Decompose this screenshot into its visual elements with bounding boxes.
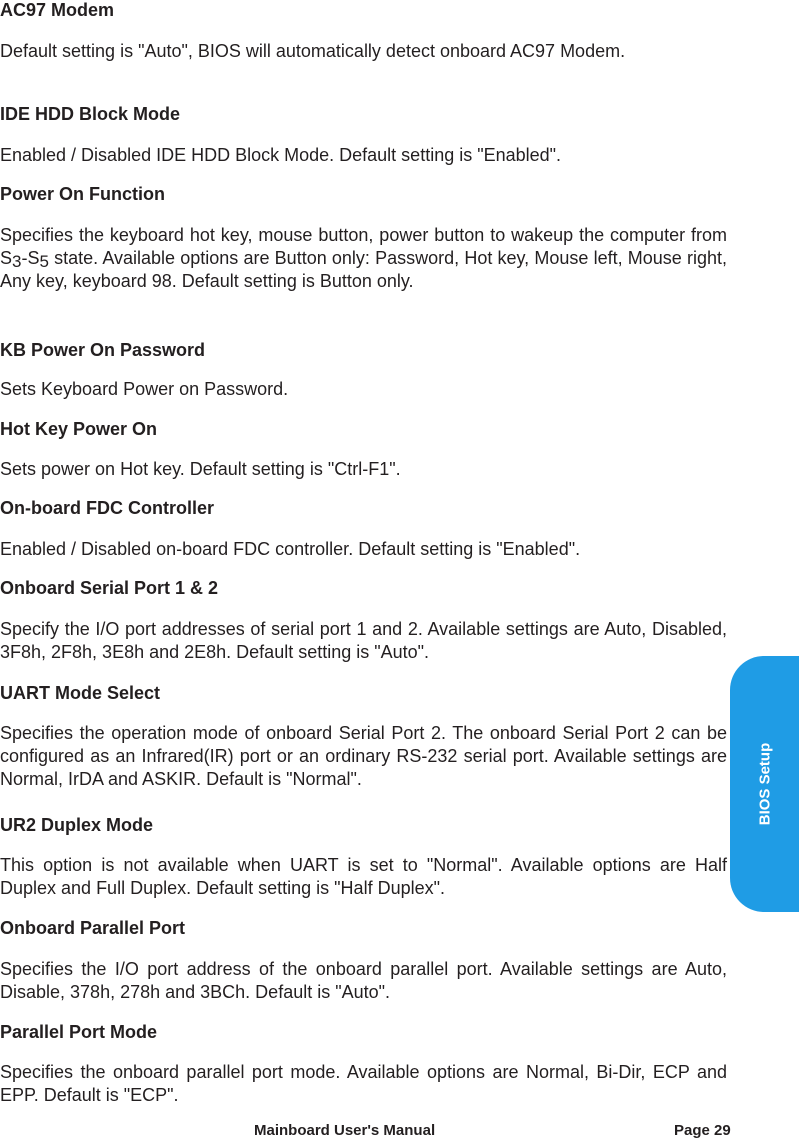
para-onboard-serial-port: Specify the I/O port addresses of serial port 1 and 2. Available settings are Auto, Disabled, 3F8h, 2F8h, 3E8h and 2E8h. Default setting is "Auto".: [0, 619, 727, 662]
section-side-tab: [730, 656, 799, 912]
para-ide-hdd-block-mode: Enabled / Disabled IDE HDD Block Mode. Default setting is "Enabled".: [0, 145, 562, 165]
para-onboard-fdc-controller: Enabled / Disabled on-board FDC controller. Default setting is "Enabled".: [0, 539, 581, 559]
heading-power-on-function: Power On Function: [0, 184, 165, 204]
heading-ac97-modem: AC97 Modem: [0, 0, 115, 20]
heading-ide-hdd-block-mode: IDE HDD Block Mode: [0, 104, 181, 124]
para-power-on-function-text-3: state. Available options are Button only: Password, Hot key, Mouse left, Mouse right, Any key, keyboard 98. Default setting is Button only.: [0, 248, 727, 291]
heading-onboard-serial-port: Onboard Serial Port 1 & 2: [0, 578, 219, 598]
heading-onboard-fdc-controller: On-board FDC Controller: [0, 498, 214, 518]
subscript-s5: 5: [39, 252, 49, 271]
para-ac97-modem: Default setting is "Auto", BIOS will automatically detect onboard AC97 Modem.: [0, 41, 626, 61]
heading-ur2-duplex-mode: UR2 Duplex Mode: [0, 815, 154, 835]
heading-parallel-port-mode: Parallel Port Mode: [0, 1022, 158, 1042]
heading-hot-key-power-on: Hot Key Power On: [0, 419, 158, 439]
side-tab-label: BIOS Setup: [756, 742, 773, 826]
footer-page-number: Page 29: [674, 1122, 731, 1139]
footer-manual-title: Mainboard User's Manual: [254, 1122, 436, 1139]
para-parallel-port-mode: Specifies the onboard parallel port mode. Available options are Normal, Bi-Dir, ECP and EPP. Default is "ECP".: [0, 1062, 727, 1105]
heading-onboard-parallel-port: Onboard Parallel Port: [0, 918, 186, 938]
para-uart-mode-select: Specifies the operation mode of onboard Serial Port 2. The onboard Serial Port 2 can be configured as an Infrared(IR) port or an ordinary RS-232 serial port. Available settings are Normal, IrDA and ASKIR. Default is "Normal".: [0, 723, 727, 789]
para-power-on-function: [0, 224, 727, 293]
heading-kb-power-on-password: KB Power On Password: [0, 340, 206, 360]
heading-uart-mode-select: UART Mode Select: [0, 683, 161, 703]
para-ur2-duplex-mode: This option is not available when UART is set to "Normal". Available options are Half Duplex and Full Duplex. Default setting is "Half Duplex".: [0, 855, 727, 898]
para-kb-power-on-password: Sets Keyboard Power on Password.: [0, 379, 289, 399]
para-hot-key-power-on: Sets power on Hot key. Default setting is "Ctrl-F1".: [0, 459, 401, 479]
para-power-on-function-text-1: Specifies the keyboard hot key, mouse button, power button to wakeup the computer from S: [0, 225, 727, 268]
para-onboard-parallel-port: Specifies the I/O port address of the onboard parallel port. Available settings are Auto, Disable, 378h, 278h and 3BCh. Default is "Auto".: [0, 959, 727, 1002]
para-power-on-function-text-2: -S: [21, 248, 40, 268]
subscript-s3: 3: [12, 252, 22, 271]
